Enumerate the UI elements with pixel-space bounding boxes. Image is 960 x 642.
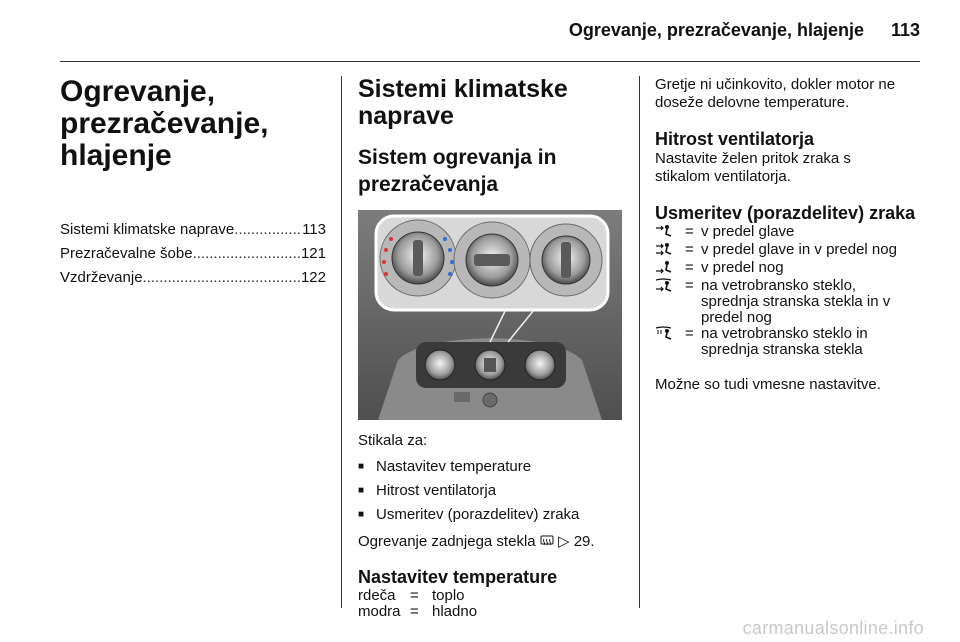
closing-note: Možne so tudi vmesne nastavitve. [655,376,881,393]
bullet-text: Hitrost ventilatorja [376,482,497,499]
equals-cell: = [685,325,694,342]
bullet-item [358,503,628,527]
bullet-icon: ■ [358,485,365,496]
term-cell: rdeča [358,587,396,604]
air-distribution-knob-grip [561,242,571,278]
intro-line: Gretje ni učinkovito, dokler motor ne [655,76,896,93]
fan-knob-grip [474,254,510,266]
header-title: Ogrevanje, prezračevanje, hlajenje [568,20,864,40]
definition-cell: hladno [432,603,478,620]
definition-cell [701,224,897,242]
toc-entry[interactable] [60,242,326,266]
chapter-column [60,76,326,290]
subsection-title [358,144,628,198]
toc-entry-label: Vzdrževanje [60,269,143,286]
table-of-contents [60,218,326,290]
chapter-title-line: prezračevanje, [60,107,269,140]
toc-entry-page: 113 [302,221,326,238]
table-row [655,224,897,242]
bullet-item [358,455,628,479]
table-row [358,604,477,620]
blue-dot [448,272,452,276]
fan-line: stikalom ventilatorja. [655,168,791,185]
blue-dot [450,260,454,264]
toc-leader-dots [234,218,302,242]
temperature-table [358,588,477,620]
toc-entry-page: 122 [300,269,326,286]
definition-line: sprednja stranska stekla [701,341,863,358]
chapter-title-line: hlajenje [60,139,172,172]
section-title-line: naprave [358,102,454,130]
intro-paragraph [655,76,923,112]
equals-cell: = [685,223,694,240]
rear-heating-text: Ogrevanje zadnjega stekla [358,533,536,550]
right-column [655,76,923,395]
bullet-text: Nastavitev temperature [376,458,532,475]
small-air-distribution-knob [525,350,555,380]
subsection-title-line: Sistem ogrevanja in [358,146,557,169]
rear-heating-ref[interactable]: 29. [573,533,595,550]
switches-intro: Stikala za: [358,432,428,449]
definition-cell [701,326,897,358]
header-rule [60,61,920,62]
toc-leader-dots [193,242,301,266]
bullet-text: Usmeritev (porazdelitev) zraka [376,506,580,523]
red-dot [384,248,388,252]
page-reference-arrow-icon: ▷ [557,533,570,550]
vent-windscreen-feet-icon [655,278,673,292]
vent-feet-icon [655,260,673,274]
definition-line: v predel nog [701,259,784,276]
definition-line: predel nog [701,309,772,326]
air-distribution-table [655,224,897,358]
toc-entry[interactable] [60,266,326,290]
chapter-title [60,76,326,172]
toc-entry-page: 121 [300,245,326,262]
column-divider-2 [639,76,640,608]
section-title [358,76,628,130]
bullet-icon: ■ [358,461,365,472]
definition-line: sprednja stranska stekla in v [701,293,891,310]
temperature-knob-grip [413,240,423,276]
term-cell: modra [358,603,401,620]
definition-cell [701,278,897,326]
vent-head-icon [655,224,673,238]
chapter-title-line: Ogrevanje, [60,75,216,108]
definition-cell [701,242,897,260]
air-distribution-heading: Usmeritev (porazdelitev) zraka [655,203,916,223]
console-socket [483,393,497,407]
table-row [655,242,897,260]
rear-window-defrost-icon [540,535,554,547]
red-dot [382,260,386,264]
definition-cell: toplo [432,587,465,604]
toc-leader-dots [143,266,301,290]
bullet-item [358,479,628,503]
vent-head-feet-icon [655,242,673,256]
temperature-heading: Nastavitev temperature [358,567,558,587]
small-fan-knob-grip [484,358,496,372]
toc-entry-label: Prezračevalne šobe [60,245,193,262]
fan-line: Nastavite želen pritok zraka s [655,150,851,167]
small-temperature-knob [425,350,455,380]
column-divider-1 [341,76,342,608]
intro-line: doseže delovne temperature. [655,94,850,111]
definition-line: na vetrobransko steklo, [701,277,857,294]
blue-dot [443,237,447,241]
definition-cell [701,260,897,278]
blue-dot [448,248,452,252]
red-dot [384,272,388,276]
console-switch [454,392,470,402]
fan-speed-paragraph [655,150,923,186]
equals-cell: = [685,241,694,258]
table-row [358,588,477,604]
section-title-line: Sistemi klimatske [358,75,568,103]
equals-cell: = [410,587,419,604]
rear-heating-note [358,531,628,552]
definition-line: v predel glave in v predel nog [701,241,897,258]
page-number: 113 [890,20,920,40]
definition-line: v predel glave [701,223,795,240]
definition-line: na vetrobransko steklo in [701,325,868,342]
vent-windscreen-icon [655,326,673,340]
fan-speed-heading: Hitrost ventilatorja [655,129,815,149]
watermark-text: carmanualsonline.info [742,618,924,638]
control-panel-illustration [358,210,622,420]
table-row [655,260,897,278]
table-row [655,326,897,358]
subsection-title-line: prezračevanja [358,173,499,196]
toc-entry[interactable] [60,218,326,242]
table-row [655,278,897,326]
equals-cell: = [685,259,694,276]
equals-cell: = [410,603,419,620]
bullet-icon: ■ [358,509,365,520]
main-column [358,76,628,620]
red-dot [389,237,393,241]
toc-entry-label: Sistemi klimatske naprave [60,221,235,238]
equals-cell: = [685,277,694,294]
